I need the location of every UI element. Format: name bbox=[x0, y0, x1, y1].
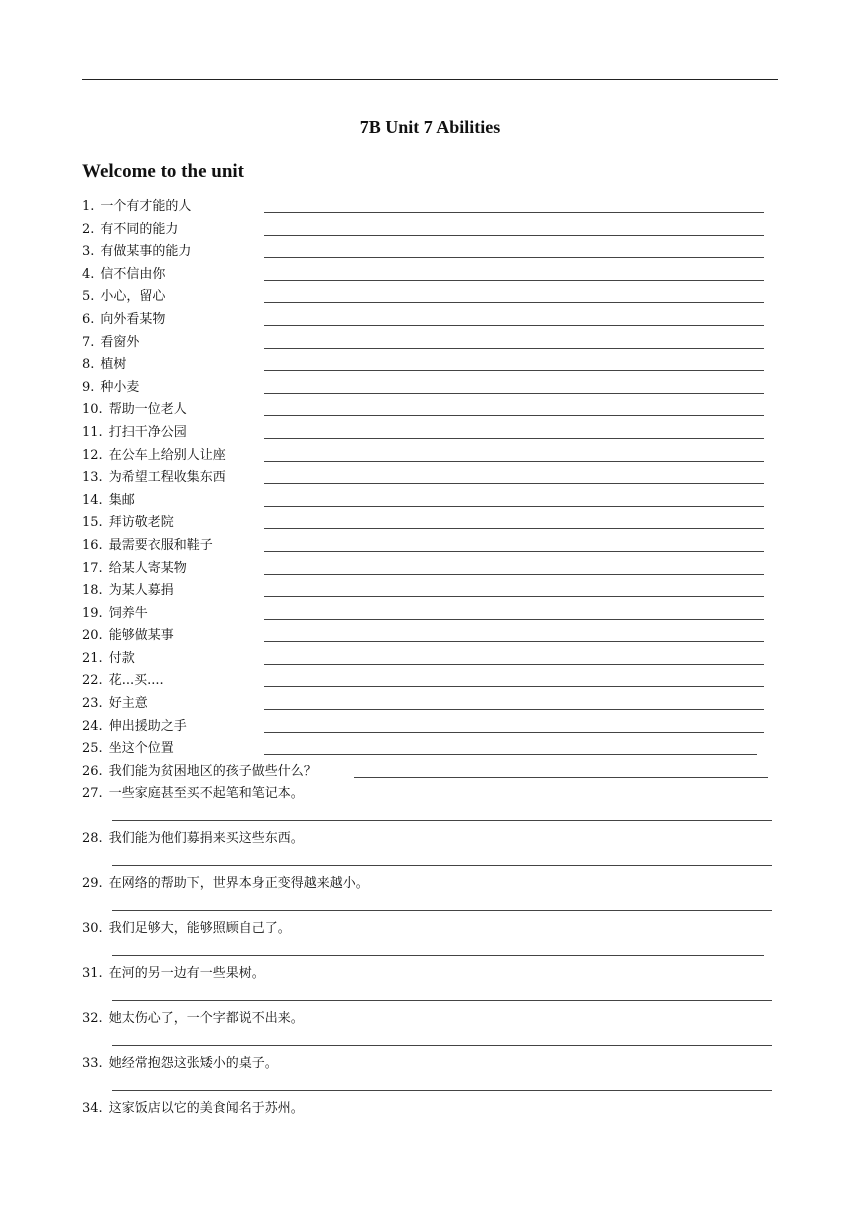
item-text: 我们足够大，能够照顾自己了。 bbox=[108, 921, 291, 937]
item-number: 32. bbox=[82, 1011, 103, 1027]
item-number: 4. bbox=[82, 266, 95, 282]
answer-line[interactable] bbox=[264, 280, 764, 281]
answer-line[interactable] bbox=[264, 302, 764, 303]
item-number: 12. bbox=[82, 447, 103, 463]
section-heading: Welcome to the unit bbox=[82, 161, 245, 182]
item-number: 25. bbox=[82, 741, 103, 757]
item-number: 34. bbox=[82, 1101, 103, 1117]
answer-line[interactable] bbox=[264, 732, 764, 733]
item-number: 10. bbox=[82, 402, 103, 418]
item-text: 拜访敬老院 bbox=[108, 515, 174, 531]
item-text: 她太伤心了，一个字都说不出来。 bbox=[108, 1011, 304, 1027]
item-text: 这家饭店以它的美食闻名于苏州。 bbox=[108, 1101, 304, 1117]
answer-line[interactable] bbox=[264, 415, 764, 416]
sentence-item bbox=[82, 1098, 782, 1143]
item-number: 16. bbox=[82, 537, 103, 553]
item-text: 打扫干净公园 bbox=[108, 424, 187, 440]
sentence-item bbox=[82, 918, 782, 963]
item-number: 27. bbox=[82, 786, 103, 802]
item-text: 信不信由你 bbox=[100, 266, 166, 282]
item-number: 21. bbox=[82, 650, 103, 666]
answer-line[interactable] bbox=[264, 348, 764, 349]
exercise-list bbox=[82, 196, 782, 1143]
list-item bbox=[82, 625, 782, 648]
list-item bbox=[82, 558, 782, 581]
list-item bbox=[82, 535, 782, 558]
item-text: 向外看某物 bbox=[100, 311, 166, 327]
list-item bbox=[82, 467, 782, 490]
list-item bbox=[82, 670, 782, 693]
item-text: 在公车上给别人让座 bbox=[108, 447, 226, 463]
answer-line[interactable] bbox=[264, 664, 764, 665]
item-text: 我们能为他们募捐来买这些东西。 bbox=[108, 831, 304, 847]
list-item bbox=[82, 286, 782, 309]
item-text: 好主意 bbox=[108, 696, 148, 712]
item-text: 一个有才能的人 bbox=[100, 199, 192, 214]
item-text: 有不同的能力 bbox=[100, 221, 179, 237]
item-number: 26. bbox=[82, 763, 103, 779]
item-text: 植树 bbox=[100, 357, 127, 373]
answer-line[interactable] bbox=[264, 325, 764, 326]
answer-line[interactable] bbox=[264, 754, 757, 755]
answer-line[interactable] bbox=[264, 619, 764, 620]
item-number: 22. bbox=[82, 673, 103, 689]
item-text: 她经常抱怨这张矮小的桌子。 bbox=[108, 1056, 278, 1072]
answer-line[interactable] bbox=[112, 955, 764, 956]
answer-line[interactable] bbox=[264, 212, 764, 213]
item-number: 28. bbox=[82, 831, 103, 847]
list-item bbox=[82, 241, 782, 264]
answer-line[interactable] bbox=[264, 686, 764, 687]
answer-line[interactable] bbox=[264, 574, 764, 575]
answer-line[interactable] bbox=[264, 370, 764, 371]
item-text: 能够做某事 bbox=[108, 628, 174, 644]
list-item bbox=[82, 219, 782, 242]
item-number: 7. bbox=[82, 334, 95, 350]
item-number: 30. bbox=[82, 921, 103, 937]
list-item bbox=[82, 490, 782, 513]
answer-line[interactable] bbox=[264, 483, 764, 484]
answer-line[interactable] bbox=[112, 910, 772, 911]
item-text: 最需要衣服和鞋子 bbox=[108, 537, 213, 553]
item-text: 为某人募捐 bbox=[108, 583, 174, 599]
answer-line[interactable] bbox=[264, 641, 764, 642]
item-number: 11. bbox=[82, 424, 103, 440]
list-item bbox=[82, 309, 782, 332]
answer-line[interactable] bbox=[112, 1000, 772, 1001]
answer-line[interactable] bbox=[112, 820, 772, 821]
item-text: 饲养牛 bbox=[108, 605, 148, 621]
item-text: 伸出援助之手 bbox=[108, 718, 187, 734]
sentence-item bbox=[82, 1008, 782, 1053]
list-item bbox=[82, 399, 782, 422]
answer-line[interactable] bbox=[264, 596, 764, 597]
item-number: 9. bbox=[82, 379, 95, 395]
item-text: 一些家庭甚至买不起笔和笔记本。 bbox=[108, 786, 304, 802]
sentence-item bbox=[82, 783, 782, 828]
list-item bbox=[82, 264, 782, 287]
item-number: 31. bbox=[82, 966, 103, 982]
item-text: 种小麦 bbox=[100, 379, 140, 395]
item-number: 8. bbox=[82, 357, 95, 373]
list-item bbox=[82, 512, 782, 535]
item-number: 6. bbox=[82, 311, 95, 327]
answer-line[interactable] bbox=[264, 235, 764, 236]
item-number: 18. bbox=[82, 583, 103, 599]
item-number: 13. bbox=[82, 470, 103, 486]
item-text: 在河的另一边有一些果树。 bbox=[108, 966, 265, 982]
list-item bbox=[82, 761, 782, 784]
item-number: 24. bbox=[82, 718, 103, 734]
list-item bbox=[82, 332, 782, 355]
answer-line[interactable] bbox=[112, 1090, 772, 1091]
answer-line[interactable] bbox=[112, 1045, 772, 1046]
answer-line[interactable] bbox=[112, 865, 772, 866]
list-item bbox=[82, 648, 782, 671]
sentence-item bbox=[82, 828, 782, 873]
item-text: 花...买.... bbox=[108, 673, 164, 689]
item-text: 坐这个位置 bbox=[108, 741, 174, 757]
item-text: 在网络的帮助下，世界本身正变得越来越小。 bbox=[108, 876, 369, 892]
answer-line[interactable] bbox=[264, 551, 764, 552]
page-title: 7B Unit 7 Abilities bbox=[359, 117, 501, 137]
item-text: 小心，留心 bbox=[100, 289, 166, 305]
item-number: 5. bbox=[82, 289, 95, 305]
sentence-item bbox=[82, 873, 782, 918]
item-number: 14. bbox=[82, 492, 103, 508]
item-text: 看窗外 bbox=[100, 334, 140, 350]
list-item bbox=[82, 422, 782, 445]
item-number: 19. bbox=[82, 605, 103, 621]
item-text: 帮助一位老人 bbox=[108, 402, 187, 418]
item-number: 23. bbox=[82, 696, 103, 712]
list-item bbox=[82, 580, 782, 603]
answer-line[interactable] bbox=[264, 438, 764, 439]
answer-line[interactable] bbox=[354, 777, 768, 778]
item-text: 我们能为贫困地区的孩子做些什么？ bbox=[108, 763, 317, 779]
item-number: 29. bbox=[82, 876, 103, 892]
sentence-item bbox=[82, 963, 782, 1008]
list-item bbox=[82, 716, 782, 739]
answer-line[interactable] bbox=[264, 506, 764, 507]
answer-line[interactable] bbox=[264, 393, 764, 394]
list-item bbox=[82, 196, 782, 219]
item-number: 2. bbox=[82, 221, 95, 237]
list-item bbox=[82, 738, 782, 761]
list-item bbox=[82, 377, 782, 400]
list-item bbox=[82, 693, 782, 716]
item-text: 给某人寄某物 bbox=[108, 560, 187, 576]
answer-line[interactable] bbox=[264, 528, 764, 529]
item-text: 付款 bbox=[108, 650, 135, 666]
item-text: 集邮 bbox=[108, 492, 135, 508]
item-number: 3. bbox=[82, 244, 95, 260]
answer-line[interactable] bbox=[264, 461, 764, 462]
item-number: 17. bbox=[82, 560, 103, 576]
item-text: 有做某事的能力 bbox=[100, 244, 192, 260]
list-item bbox=[82, 445, 782, 468]
answer-line[interactable] bbox=[264, 709, 764, 710]
list-item bbox=[82, 354, 782, 377]
list-item bbox=[82, 603, 782, 626]
item-number: 20. bbox=[82, 628, 103, 644]
item-number: 15. bbox=[82, 515, 103, 531]
sentence-item bbox=[82, 1053, 782, 1098]
answer-line[interactable] bbox=[264, 257, 764, 258]
item-number: 33. bbox=[82, 1056, 103, 1072]
header-rule bbox=[82, 79, 778, 80]
item-text: 为希望工程收集东西 bbox=[108, 470, 226, 486]
item-number: 1. bbox=[82, 199, 95, 214]
